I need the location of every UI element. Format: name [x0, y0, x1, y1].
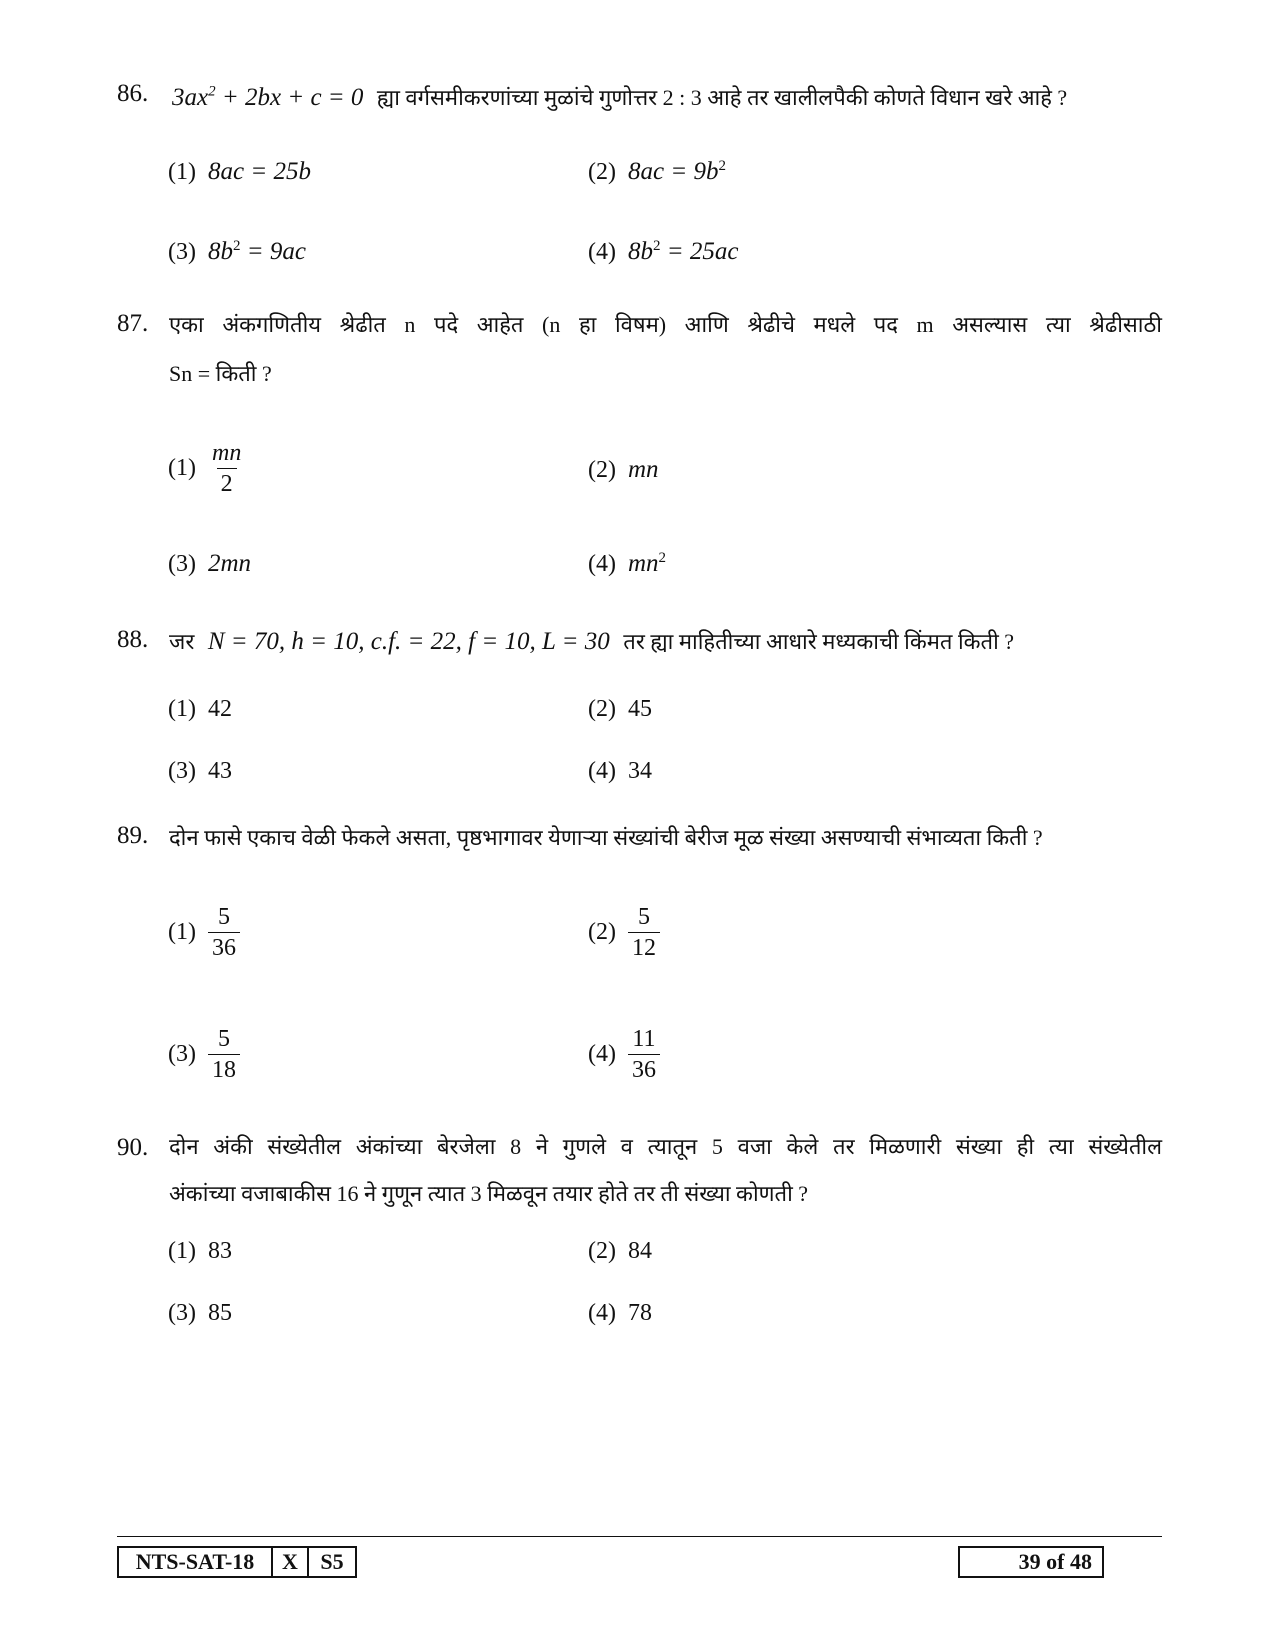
option-2[interactable]: (2) 45 — [588, 696, 652, 722]
question-text-line-2: Sn = किती ? — [169, 361, 272, 386]
footer-divider — [117, 1536, 1162, 1537]
set-box: S5 — [307, 1546, 357, 1578]
fraction: $\frac{11}{36}$ — [628, 1024, 660, 1085]
option-1[interactable]: (1) 83 — [168, 1238, 232, 1264]
equation: $3ax^2 + 2bx + c = 0$ — [172, 83, 364, 111]
question-86 — [117, 80, 1162, 280]
equation: N = 70, h = 10, c.f. = 22, f = 10, L = 30 — [207, 628, 610, 655]
page-number-box: 39 of 48 — [958, 1546, 1104, 1578]
option-4[interactable]: (4) 34 — [588, 758, 652, 784]
question-text — [172, 82, 1067, 112]
option-3[interactable]: (3) 85 — [168, 1300, 232, 1326]
option-3[interactable]: (3) 2mn — [168, 550, 252, 577]
question-number: 90. — [117, 1134, 149, 1161]
question-text-line-1: एका अंकगणितीय श्रेढीत n पदे आहेत (n हा विषम) आणि श्रेढीचे मधले पद m असल्यास त्या श्रेढीसाठी — [169, 312, 1162, 337]
class-box: X — [271, 1546, 309, 1578]
question-text-line-2: अंकांच्या वजाबाकीस 16 ने गुणून त्यात 3 मिळवून तयार होते तर ती संख्या कोणती ? — [169, 1181, 809, 1206]
option-4[interactable]: (4) $\frac{11}{36}$ — [588, 1024, 660, 1085]
question-number: 89. — [117, 822, 149, 849]
exam-code-box: NTS-SAT-18 — [117, 1546, 273, 1578]
question-90 — [117, 1134, 1162, 1334]
question-body: ह्या वर्गसमीकरणांच्या मुळांचे गुणोत्तर 2 : 3 आहे तर खालीलपैकी कोणते विधान खरे आहे ? — [376, 85, 1068, 110]
option-4[interactable]: (4) $8b^2 = 25ac$ — [588, 238, 739, 265]
option-2[interactable]: (2) $8ac = 9b^2$ — [588, 158, 726, 185]
option-1[interactable]: (1) 8ac = 25b — [168, 158, 311, 185]
option-1[interactable]: (1) $\frac{mn}{2}$ — [168, 438, 245, 499]
question-text-line-1: दोन अंकी संख्येतील अंकांच्या बेरजेला 8 ने गुणले व त्यातून 5 वजा केले तर मिळणारी संख्या ही त्या संख्येतील — [169, 1134, 1162, 1159]
option-2[interactable]: (2) $\frac{5}{12}$ — [588, 902, 660, 963]
question-88 — [117, 626, 1162, 796]
option-1[interactable]: (1) 42 — [168, 696, 232, 722]
option-4[interactable]: (4) $mn^2$ — [588, 550, 667, 577]
option-2[interactable]: (2) 84 — [588, 1238, 652, 1264]
option-2[interactable]: (2) mn — [588, 456, 659, 483]
option-1[interactable]: (1) $\frac{5}{36}$ — [168, 902, 240, 963]
question-89 — [117, 822, 1162, 1092]
option-3[interactable]: (3) 43 — [168, 758, 232, 784]
question-number: 87. — [117, 310, 149, 337]
option-3[interactable]: (3) $\frac{5}{18}$ — [168, 1024, 240, 1085]
question-text: दोन फासे एकाच वेळी फेकले असता, पृष्ठभागावर येणाऱ्या संख्यांची बेरीज मूळ संख्या असण्याची संभाव्यता किती ? — [169, 825, 1043, 850]
question-number: 88. — [117, 626, 149, 653]
fraction: $\frac{mn}{2}$ — [211, 440, 242, 497]
fraction: $\frac{5}{18}$ — [208, 1024, 240, 1085]
option-4[interactable]: (4) 78 — [588, 1300, 652, 1326]
question-87 — [117, 310, 1162, 590]
fraction: $\frac{5}{12}$ — [628, 902, 660, 963]
question-text: जर N = 70, h = 10, c.f. = 22, f = 10, L = 30 तर ह्या माहितीच्या आधारे मध्यकाची किंमत किती ? — [169, 628, 1015, 655]
option-3[interactable]: (3) $8b^2 = 9ac$ — [168, 238, 306, 265]
question-number: 86. — [117, 80, 149, 107]
fraction: $\frac{5}{36}$ — [208, 902, 240, 963]
